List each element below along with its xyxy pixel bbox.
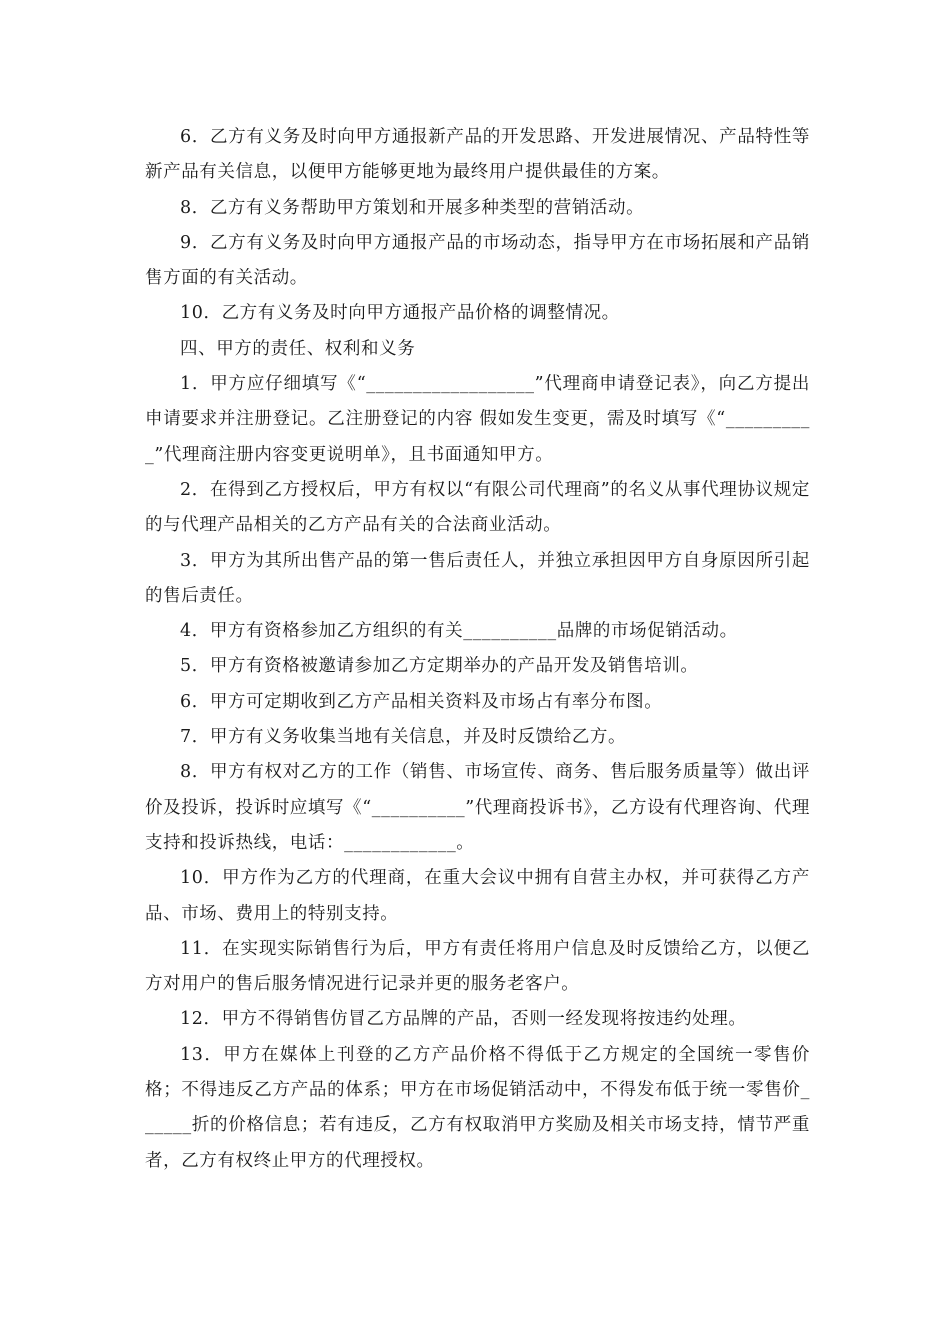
clause-paragraph: 4．甲方有资格参加乙方组织的有关__________品牌的市场促销活动。: [180, 621, 738, 642]
clause-paragraph: 6．乙方有义务及时向甲方通报新产品的开发思路、开发进展情况、产品特性等新产品有关信息，以便甲方能够更地为最终用户提供最佳的方案。: [145, 127, 810, 183]
clause-paragraph: 11．在实现实际销售行为后，甲方有责任将用户信息及时反馈给乙方，以便乙方对用户的售后服务情况进行记录并更的服务老客户。: [145, 938, 810, 995]
section-heading: 四、甲方的责任、权利和义务: [180, 338, 416, 359]
clause-paragraph: 8．甲方有权对乙方的工作（销售、市场宣传、商务、售后服务质量等）做出评价及投诉，投诉时应填写《“__________”代理商投诉书》，乙方设有代理咨询、代理支持和投诉热线，电话：____________。: [145, 762, 810, 853]
clause-paragraph: 10．甲方作为乙方的代理商，在重大会议中拥有自营主办权，并可获得乙方产品、市场、费用上的特别支持。: [145, 868, 810, 924]
clause-paragraph: 5．甲方有资格被邀请参加乙方定期举办的产品开发及销售培训。: [180, 656, 699, 677]
clause-paragraph: 6．甲方可定期收到乙方产品相关资料及市场占有率分布图。: [180, 691, 663, 712]
clause-paragraph: 1．甲方应仔细填写《“__________________”代理商申请登记表》，向乙方提出申请要求并注册登记。乙注册登记的内容 假如发生变更，需及时填写《“__________”代理商注册内容变更说明单》，且书面通知甲方。: [145, 374, 810, 465]
clause-paragraph: 3．甲方为其所出售产品的第一售后责任人，并独立承担因甲方自身原因所引起的售后责任。: [145, 550, 810, 606]
clause-paragraph: 2．在得到乙方授权后，甲方有权以“有限公司代理商”的名义从事代理协议规定的与代理产品相关的乙方产品有关的合法商业活动。: [145, 479, 810, 536]
clause-paragraph: 7．甲方有义务收集当地有关信息，并及时反馈给乙方。: [180, 727, 627, 748]
clause-paragraph: 8．乙方有义务帮助甲方策划和开展多种类型的营销活动。: [180, 197, 645, 218]
document-body: [145, 120, 810, 1179]
clause-paragraph: 13．甲方在媒体上刊登的乙方产品价格不得低于乙方规定的全国统一零售价格；不得违反乙方产品的体系；甲方在市场促销活动中，不得发布低于统一零售价______折的价格信息；若有违反，乙方有权取消甲方奖励及相关市场支持，情节严重者，乙方有权终止甲方的代理授权。: [145, 1044, 810, 1171]
clause-paragraph: 12．甲方不得销售仿冒乙方品牌的产品，否则一经发现将按违约处理。: [180, 1009, 747, 1030]
clause-paragraph: 9．乙方有义务及时向甲方通报产品的市场动态，指导甲方在市场拓展和产品销售方面的有关活动。: [145, 232, 810, 289]
clause-paragraph: 10．乙方有义务及时向甲方通报产品价格的调整情况。: [180, 303, 620, 324]
